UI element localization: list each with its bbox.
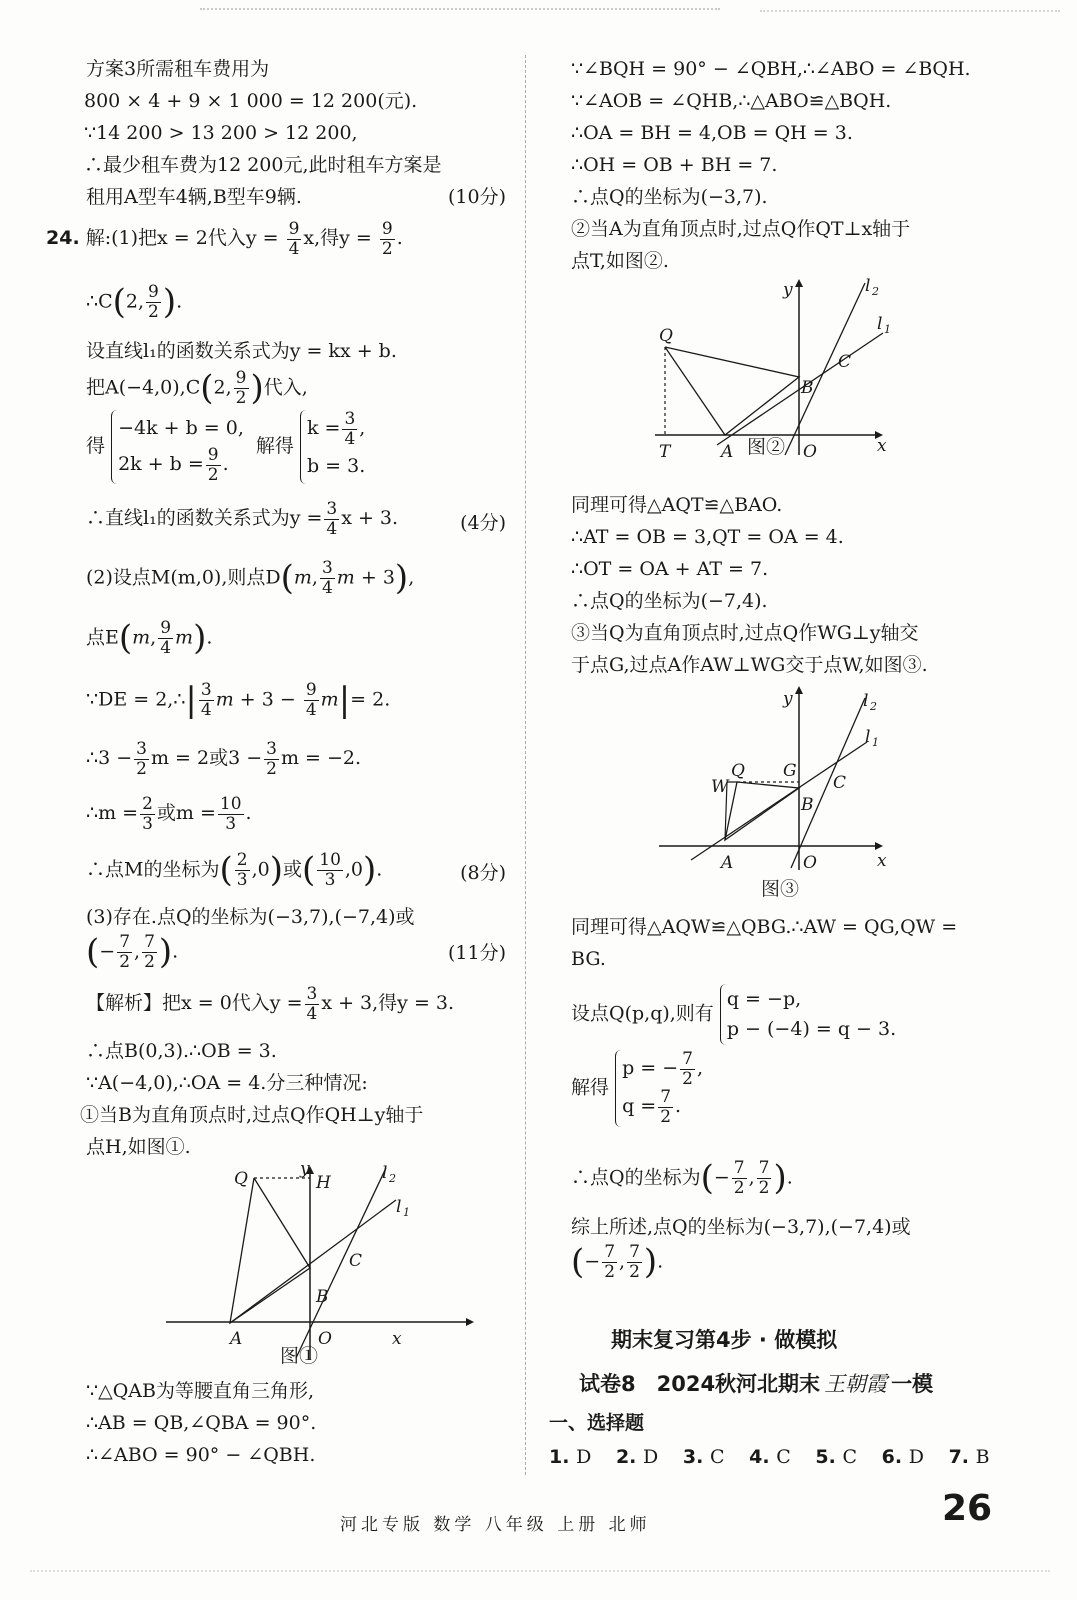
svg-text:B: B [801, 378, 814, 398]
svg-text:2: 2 [872, 285, 879, 298]
text-line: ∴点B(0,3).∴OB = 3. [86, 1040, 277, 1062]
text-line: 于点G,过点A作AW⊥WG交于点W,如图③. [571, 654, 928, 676]
svg-text:O: O [318, 1329, 332, 1349]
text: ∴3 − [86, 747, 133, 770]
text: 【解析】把x = 0代入y = [86, 992, 303, 1015]
question-number: 24. [46, 227, 80, 250]
exam-title: 一模 [891, 1372, 934, 1396]
svg-text:l: l [396, 1197, 402, 1217]
top-decoration [200, 8, 720, 20]
text: 或m = [156, 802, 216, 825]
svg-text:y: y [783, 280, 793, 300]
svg-text:y: y [783, 689, 793, 709]
svg-text:A: A [721, 853, 734, 873]
figure-caption: 图② [747, 436, 786, 458]
svg-text:O: O [803, 442, 817, 462]
fraction: $\frac{9}{2}$ [235, 368, 247, 408]
text-line: ∴点Q的坐标为(−3,7). [571, 186, 768, 208]
text-line: BG. [571, 948, 606, 970]
score: (8分) [460, 862, 506, 884]
fraction: $\frac{9}{2}$ [148, 282, 159, 322]
text: 或 [282, 858, 302, 881]
svg-text:Q: Q [659, 326, 673, 346]
fraction: $\frac{9}{2}$ [381, 219, 393, 259]
text: x,得y = [303, 227, 372, 250]
svg-text:x: x [877, 436, 887, 456]
score: (11分) [447, 942, 506, 964]
svg-text:A: A [230, 1329, 243, 1349]
svg-text:2: 2 [389, 1172, 396, 1185]
svg-text:l: l [865, 727, 871, 747]
text-line: ∴AT = OB = 3,QT = OA = 4. [571, 526, 844, 548]
text-line: ②当A为直角顶点时,过点Q作QT⊥x轴于 [571, 218, 911, 240]
svg-text:T: T [659, 442, 671, 462]
brand-logo: 王朝霞 [824, 1372, 888, 1396]
text-line: ∴AB = QB,∠QBA = 90°. [86, 1412, 317, 1434]
exam-title: 试卷8 2024秋河北期末 [579, 1372, 821, 1396]
text: (2)设点M(m,0),则点D [86, 566, 281, 589]
svg-text:W: W [711, 777, 729, 797]
section-heading: 一、选择题 [549, 1412, 645, 1434]
score: (10分) [447, 186, 506, 208]
text-line: ∵14 200 > 13 200 > 12 200, [84, 122, 358, 144]
svg-text:C: C [833, 773, 847, 793]
text: ∴点Q的坐标为 [571, 1166, 701, 1189]
text: 解得 [571, 1076, 610, 1099]
svg-text:O: O [803, 853, 817, 873]
equation-system: −4k + b = 0, 2k + b = $\frac{9}{2}$ . [111, 410, 244, 484]
svg-text:x: x [877, 851, 887, 871]
text: ∴点M的坐标为 [86, 858, 220, 881]
text-line: ∴∠ABO = 90° − ∠QBH. [86, 1444, 316, 1466]
svg-text:1: 1 [872, 736, 879, 749]
text-line: ∵△QAB为等腰直角三角形, [86, 1380, 315, 1402]
text-line: (3)存在.点Q的坐标为(−3,7),(−7,4)或 [86, 906, 415, 928]
svg-text:H: H [316, 1173, 331, 1193]
svg-text:1: 1 [403, 1206, 410, 1219]
text-line: ∴OA = BH = 4,OB = QH = 3. [571, 122, 853, 144]
text: 解:(1)把x = 2代入y = [85, 227, 279, 250]
text: 点E [86, 626, 119, 649]
text-line: ∴OH = OB + BH = 7. [571, 154, 778, 176]
text-line: ∴点Q的坐标为(−7,4). [571, 590, 768, 612]
svg-text:2: 2 [870, 700, 877, 713]
text: 解得 [255, 435, 294, 458]
svg-text:B: B [801, 795, 814, 815]
text-line: ①当B为直角顶点时,过点Q作QH⊥y轴于 [80, 1104, 424, 1126]
svg-text:l: l [865, 276, 871, 296]
solution-system: k = $\frac{3}{4}$ , b = 3. [300, 410, 365, 484]
text-line: 点T,如图②. [571, 250, 669, 272]
text: ∴m = [86, 802, 139, 825]
svg-text:Q: Q [234, 1169, 248, 1189]
svg-text:G: G [783, 761, 797, 781]
text-line: 同理可得△AQT≌△BAO. [571, 494, 783, 516]
section-title: 期末复习第4步 · 做模拟 [611, 1328, 838, 1352]
svg-text:C: C [349, 1251, 363, 1271]
svg-text:A: A [721, 442, 734, 462]
text-line: ∵∠AOB = ∠QHB,∴△ABO≌△BQH. [571, 90, 892, 112]
text: m = −2. [280, 747, 362, 770]
text: 设点Q(p,q),则有 [571, 1002, 714, 1025]
svg-text:y: y [300, 1160, 310, 1179]
figure-caption: 图① [280, 1345, 319, 1367]
text-line: ∴最少租车费为12 200元,此时租车方案是 [84, 154, 442, 176]
text-line: ∴OT = OA + AT = 7. [571, 558, 769, 580]
solution-system: p = − $\frac{7}{2}$ , q = $\frac{7}{2}$ . [615, 1050, 703, 1127]
text: 代入, [263, 376, 308, 399]
svg-text:1: 1 [884, 323, 891, 336]
text: = 2. [350, 688, 391, 711]
column-divider [525, 55, 526, 1475]
text-line: ∵A(−4,0),∴OA = 4.分三种情况: [86, 1072, 368, 1094]
text: x + 3. [341, 507, 399, 530]
text-line: 同理可得△AQW≌△QBG.∴AW = QG,QW = [571, 916, 958, 938]
figure-2 [645, 275, 985, 465]
text: 把A(−4,0),C [86, 376, 201, 399]
answer-list: 1. D 2. D 3. C 4. C 5. C 6. D 7. B [549, 1446, 990, 1468]
text: ∵DE = 2,∴ [86, 688, 186, 711]
svg-text:l: l [877, 314, 883, 334]
svg-text:x: x [392, 1329, 402, 1349]
text: m = 2或3 − [150, 747, 263, 770]
svg-text:l: l [382, 1163, 388, 1183]
text: ∴C [86, 290, 113, 313]
bottom-decoration [30, 1570, 1050, 1572]
text-line: 800 × 4 + 9 × 1 000 = 12 200(元). [84, 90, 418, 112]
text-line: 点H,如图①. [86, 1136, 191, 1158]
score: (4分) [460, 512, 506, 534]
figure-caption: 图③ [761, 878, 800, 900]
svg-text:B: B [316, 1287, 329, 1307]
text-line: 设直线l₁的函数关系式为y = kx + b. [86, 340, 397, 362]
text-line: 综上所述,点Q的坐标为(−3,7),(−7,4)或 [571, 1216, 911, 1238]
figure-1 [146, 1160, 486, 1370]
page-number: 26 [942, 1488, 993, 1529]
text: ∴直线l₁的函数关系式为y = [86, 507, 323, 530]
top-decoration-right [760, 10, 1060, 20]
equation-system: q = −p, p − (−4) = q − 3. [720, 984, 896, 1045]
page-footer: 河北专版 数学 八年级 上册 北师 [340, 1515, 651, 1535]
svg-text:Q: Q [731, 761, 745, 781]
svg-text:C: C [838, 352, 852, 372]
svg-text:l: l [863, 691, 869, 711]
text: 得 [86, 435, 106, 458]
text-line: ③当Q为直角顶点时,过点Q作WG⊥y轴交 [571, 622, 919, 644]
text-line: ∵∠BQH = 90° − ∠QBH,∴∠ABO = ∠BQH. [571, 58, 971, 80]
fraction: $\frac{9}{4}$ [288, 219, 300, 259]
text: x + 3,得y = 3. [321, 992, 455, 1015]
text-line: 租用A型车4辆,B型车9辆. [86, 186, 302, 208]
text-line: 方案3所需租车费用为 [86, 58, 270, 80]
figure-3 [645, 680, 985, 880]
